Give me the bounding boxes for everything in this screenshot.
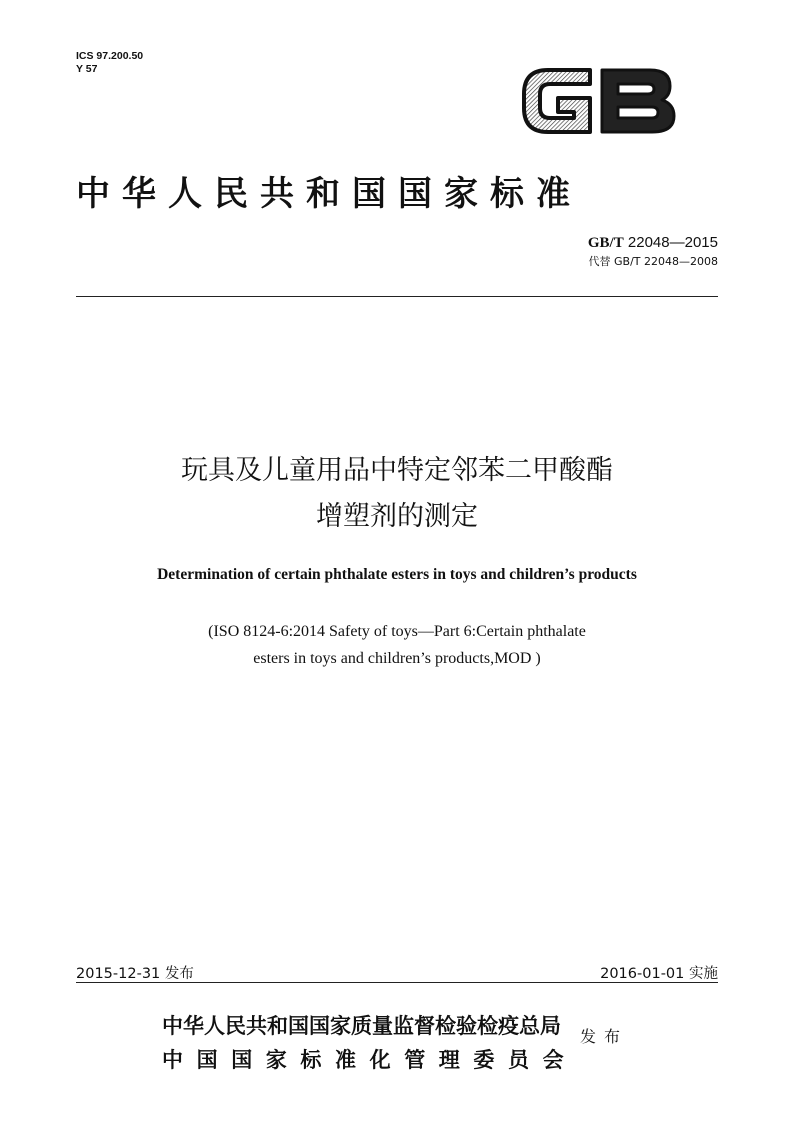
title-cn-line2: 增塑剂的测定 [316, 501, 478, 532]
replaces-standard: 代替 GB/T 22048—2008 [588, 255, 718, 268]
publisher-sac: 中国国家标准化管理委员会 [162, 1048, 578, 1072]
document-title-en: Determination of certain phthalate esters in toys and children’s products [157, 566, 637, 583]
title-cn-line1: 玩具及儿童用品中特定邻苯二甲酸酯 [181, 455, 613, 486]
standard-code-block [588, 234, 718, 269]
national-standard-title: 中华人民共和国国家标准 [76, 174, 582, 214]
gb-logo-g [524, 70, 590, 132]
standard-code-prefix: GB/T [587, 235, 624, 251]
bottom-divider [76, 982, 718, 983]
document-title-cn [0, 448, 794, 540]
publisher-block [162, 1010, 577, 1074]
publisher-aqsiq: 中华人民共和国国家质量监督检验检疫总局 [162, 1014, 561, 1038]
iso-reference-line2: esters in toys and children’s products,MOD ) [253, 650, 541, 667]
standard-code-number: 22048—2015 [627, 234, 718, 251]
gb-logo [518, 60, 680, 142]
publish-label: 发布 [580, 1027, 629, 1046]
top-divider [76, 296, 718, 297]
gb-logo-b [602, 70, 674, 132]
classification-codes [76, 50, 143, 76]
iso-reference-line1: (ISO 8124-6:2014 Safety of toys—Part 6:Certain phthalate [208, 623, 586, 640]
ics-code: ICS 97.200.50 [76, 50, 144, 62]
standard-code [588, 234, 718, 252]
implementation-date: 2016-01-01 实施 [600, 966, 718, 982]
ccs-code: Y 57 [76, 63, 98, 75]
iso-reference [0, 618, 794, 672]
issue-date: 2015-12-31 发布 [76, 966, 194, 982]
